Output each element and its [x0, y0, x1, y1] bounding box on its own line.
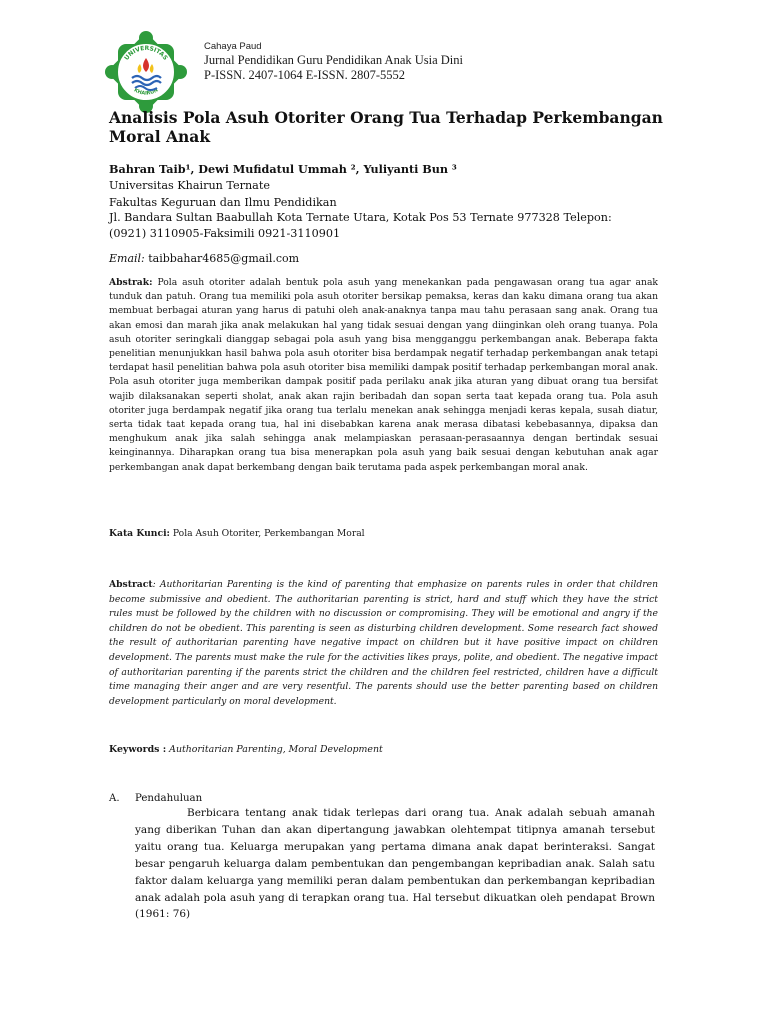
email-label: Email: [109, 252, 145, 265]
intro-paragraph: Berbicara tentang anak tidak terlepas dari orang tua. Anak adalah sebuah amanah yang diberikan Tuhan dan akan dipertangung jawabkan olehtempat titipnya amanah tersebut yaitu orang tua. Keluarga merupakan yang pertama dimana anak dapat berinteraksi. Sangat besar pengaruh keluarga dalam pembentukan dan pengembangan kepribadian anak. Salah satu faktor dalam keluarga yang memiliki peran dalam pembentukan dan perkembangan kepribadian anak adalah pola asuh yang di terapkan orang tua. Hal tersebut dikuatkan oleh pendapat Brown (1961: 76) [135, 807, 655, 921]
kata-kunci [109, 528, 365, 539]
abstract-text: : Authoritarian Parenting is the kind of parenting that emphasize on parents rules in order that children become submissive and obedient. The authoritarian parenting is strict, hard and stuff which they have the strict rules must be followed by the children with no discussion or compromising. They will be emotional and angry if the children do not be obedient. This parenting is seen as disturbing children development. Some research fact showed the result of authoritarian parenting have negative impact on children but it have positive impact on children development. The parents must make the rule for the activities likes prays, polite, and obedient. The negative impact of authoritarian parenting if the parents strict the children and the children feel restricted, children have a difficult time managing their anger and are very resentful. The parents should use the better parenting based on children development particularly on moral development. [109, 579, 658, 707]
svg-text:UNIVERSITAS: UNIVERSITAS [123, 44, 169, 62]
section-title: Pendahuluan [135, 793, 203, 804]
abstract-english [109, 578, 658, 709]
affiliation-faculty: Fakultas Keguruan dan Ilmu Pendidikan [109, 196, 337, 209]
email-address[interactable]: taibbahar4685@gmail.com [148, 252, 300, 265]
abstrak-label: Abstrak: [109, 277, 153, 288]
abstract-label: Abstract [109, 579, 153, 590]
publisher-name: Cahaya Paud [204, 41, 262, 52]
journal-name: Jurnal Pendidikan Guru Pendidikan Anak Usia Dini [204, 53, 463, 67]
affiliation-university: Universitas Khairun Ternate [109, 179, 270, 192]
kata-kunci-value: Pola Asuh Otoriter, Perkembangan Moral [172, 528, 365, 539]
article-title: Analisis Pola Asuh Otoriter Orang Tua Terhadap Perkembangan Moral Anak [109, 108, 663, 146]
abstrak-text: Pola asuh otoriter adalah bentuk pola asuh yang menekankan pada pengawasan orang tua agar anak tunduk dan patuh. Orang tua memiliki pola asuh otoriter bersikap pemaksa, keras dan kaku dimana orang tua akan membuat berbagai aturan yang harus di patuhi oleh anak-anaknya tanpa mau tahu perasaan sang anak. Orang tua akan emosi dan marah jika anak melakukan hal yang tidak sesuai dengan yang diinginkan oleh orang tuanya. Pola asuh otoriter seringkali dianggap sebagai pola asuh yang bisa mengganggu perkembangan anak. Beberapa fakta penelitian menunjukkan hasil bahwa pola asuh otoriter bisa berdampak negatif terhadap perkembangan anak tetapi terdapat hasil penelitian bahwa pola asuh otoriter bisa memiliki dampak positif terhadap perkembangan moral anak. Pola asuh otoriter juga memberikan dampak positif pada perilaku anak jika aturan yang dibuat orang tua bersifat wajib dilaksanakan seperti sholat, anak akan rajin beribadah dan sopan serta taat kepada orang tua. Pola asuh otoriter juga berdampak negatif jika orang tua terlalu menekan anak sehingga menjadi keras kepala, susah diatur, serta tidak taat kepada orang tua, hal ini disebabkan karena anak merasa dibatasi kebebasannya, dipaksa dan menghukum anak jika salah sehingga anak melampiaskan perasaan-perasaannya dengan bertindak sesuai keinginannya. Diharapkan orang tua bisa menerapkan pola asuh yang baik sesuai dengan kebutuhan anak agar perkembangan anak dapat berkembang dengan baik terutama pada aspek perkembangan moral anak. [109, 277, 658, 473]
svg-text:KHAIRUN: KHAIRUN [132, 87, 160, 97]
author-email [109, 252, 299, 265]
author-list: Bahran Taib¹, Dewi Mufidatul Ummah ², Yuliyanti Bun ³ [109, 162, 457, 176]
university-logo [104, 30, 188, 114]
abstrak-indonesian [109, 276, 658, 475]
kata-kunci-label: Kata Kunci: [109, 528, 170, 539]
university-logo-icon [104, 30, 188, 114]
affiliation-address: Jl. Bandara Sultan Baabullah Kota Ternate Utara, Kotak Pos 53 Ternate 977328 Telepon: [109, 211, 612, 224]
keywords [109, 744, 383, 755]
affiliation-phone: (0921) 3110905-Faksimili 0921-3110901 [109, 227, 341, 240]
keywords-value: Authoritarian Parenting, Moral Development [169, 744, 383, 755]
keywords-label: Keywords : [109, 744, 167, 755]
section-number: A. [109, 793, 120, 804]
section-heading [109, 793, 202, 804]
journal-issn: P-ISSN. 2407-1064 E-ISSN. 2807-5552 [204, 68, 406, 82]
